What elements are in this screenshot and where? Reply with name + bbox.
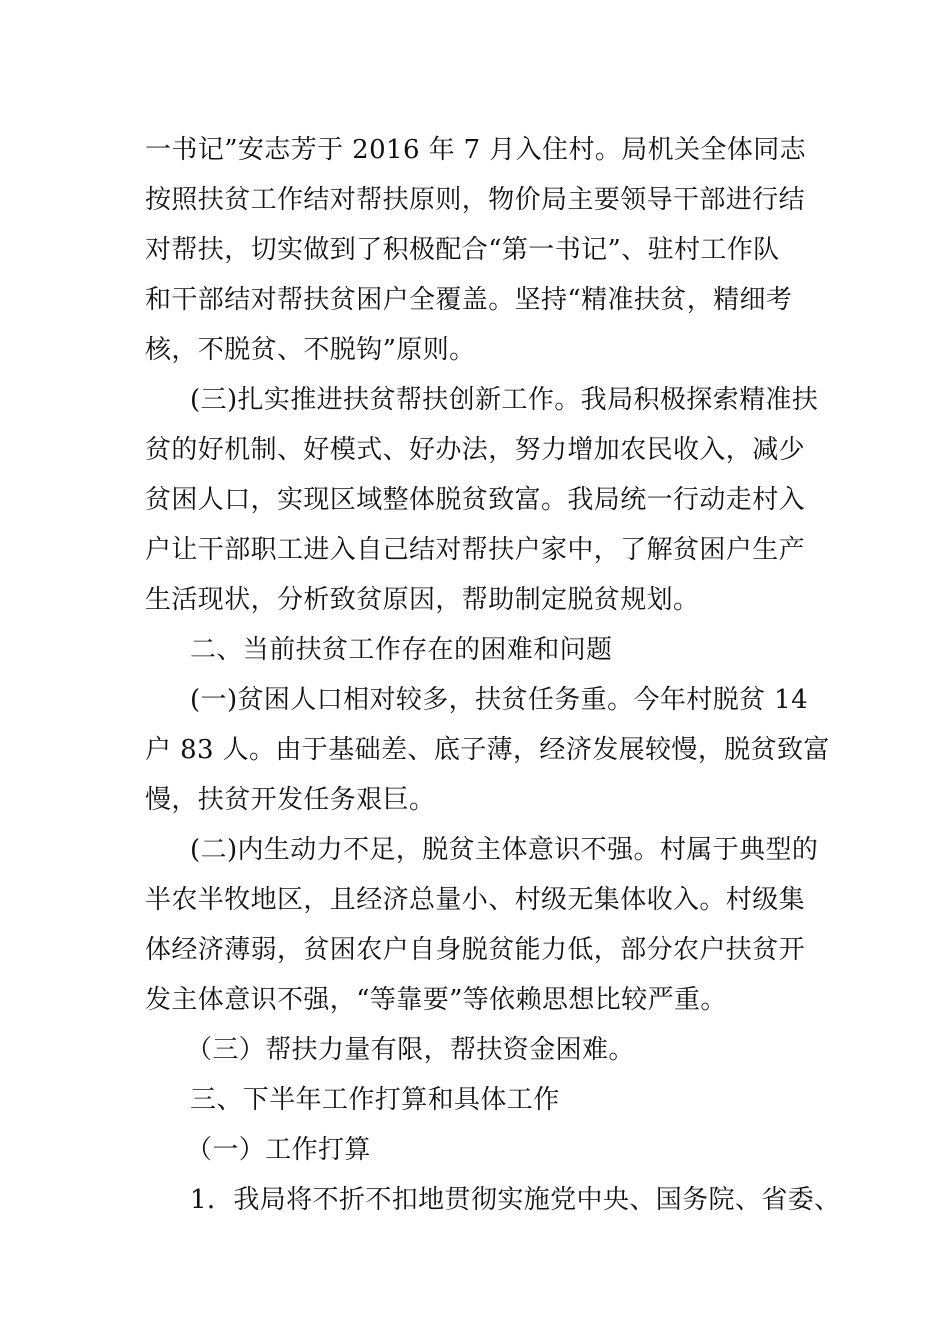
list-item: 1．我局将不折不扣地贯彻实施党中央、国务院、省委、 — [190, 1185, 841, 1215]
section-heading: 二、当前扶贫工作存在的困难和问题 — [190, 635, 613, 665]
text-line: 户 83 人。由于基础差、底子薄，经济发展较慢，脱贫致富 — [145, 735, 830, 765]
paragraph-heading: （三）帮扶力量有限，帮扶资金困难。 — [186, 1035, 635, 1065]
text-line: 户让干部职工进入自己结对帮扶户家中，了解贫困户生产 — [145, 535, 806, 565]
text-line: 一书记”安志芳于 2016 年 7 月入住村。局机关全体同志 — [145, 135, 807, 165]
text-line: 发主体意识不强，“等靠要”等依赖思想比较严重。 — [145, 985, 727, 1015]
paragraph-heading: (二)内生动力不足，脱贫主体意识不强。村属于典型的 — [190, 835, 819, 865]
subsection-heading: （一）工作打算 — [186, 1135, 371, 1165]
text-line: 半农半牧地区，且经济总量小、村级无集体收入。村级集 — [145, 885, 806, 915]
paragraph-heading: (一)贫困人口相对较多，扶贫任务重。今年村脱贫 14 — [190, 685, 809, 715]
text-line: 体经济薄弱，贫困农户自身脱贫能力低，部分农户扶贫开 — [145, 935, 806, 965]
text-line: 按照扶贫工作结对帮扶原则，物价局主要领导干部进行结 — [145, 185, 806, 215]
text-line: 核，不脱贫、不脱钩”原则。 — [145, 335, 476, 365]
section-heading: 三、下半年工作打算和具体工作 — [190, 1085, 560, 1115]
text-line: 贫困人口，实现区域整体脱贫致富。我局统一行动走村入 — [145, 485, 806, 515]
text-line: 贫的好机制、好模式、好办法，努力增加农民收入，减少 — [145, 435, 806, 465]
text-line: 和干部结对帮扶贫困户全覆盖。坚持“精准扶贫，精细考 — [145, 285, 793, 315]
text-line: 慢，扶贫开发任务艰巨。 — [145, 785, 436, 815]
text-line: 生活现状，分析致贫原因，帮助制定脱贫规划。 — [145, 585, 700, 615]
paragraph-heading: (三)扎实推进扶贫帮扶创新工作。我局积极探索精准扶 — [190, 385, 819, 415]
text-line: 对帮扶，切实做到了积极配合“第一书记”、驻村工作队 — [145, 235, 780, 265]
